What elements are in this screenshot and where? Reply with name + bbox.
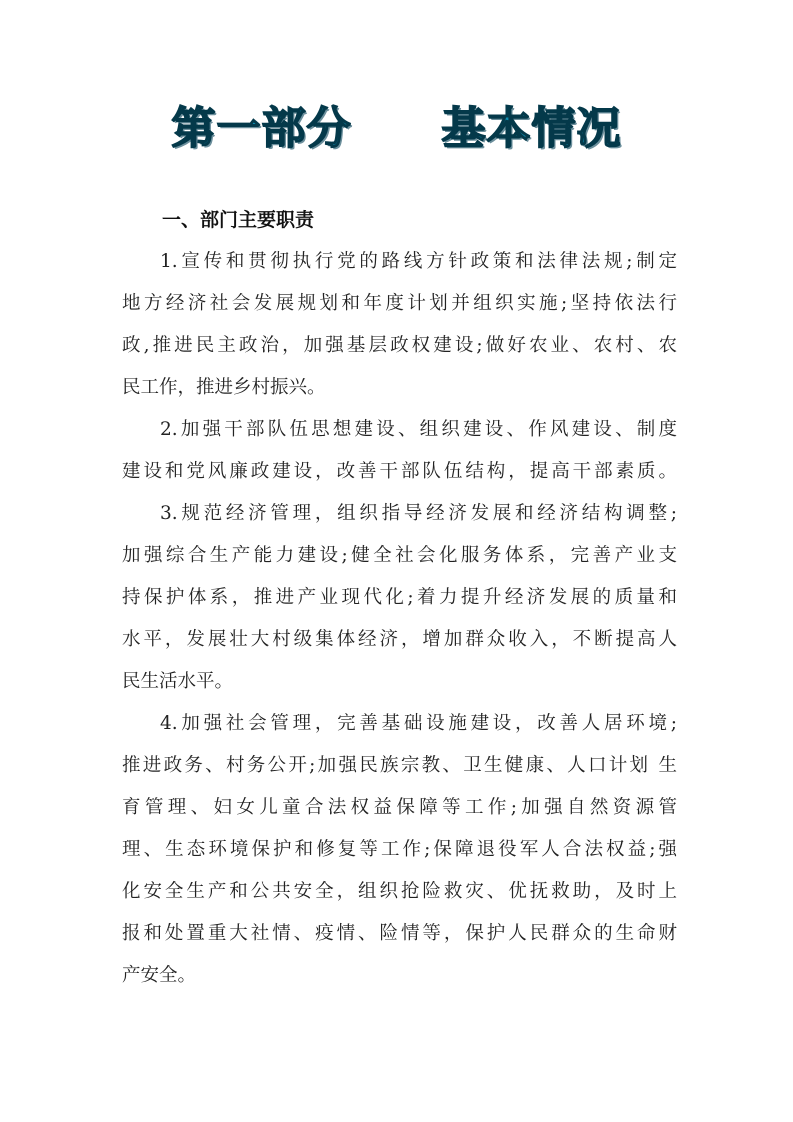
paragraph-line: 报和处置重大社情、疫情、险情等，保护人民群众的生命财 [122, 923, 677, 944]
paragraph-line: 民生活水平。 [122, 671, 234, 692]
paragraph-line: 3.规范经济管理，组织指导经济发展和经济结构调整; [160, 503, 677, 524]
paragraph-line: 理、生态环境保护和修复等工作;保障退役军人合法权益;强 [122, 839, 677, 860]
paragraph-line: 水平，发展壮大村级集体经济，增加群众收入，不断提高人 [122, 629, 677, 650]
paragraph-line: 推进政务、村务公开;加强民族宗教、卫生健康、人口计划 生 [122, 755, 677, 776]
paragraph-line: 民工作，推进乡村振兴。 [122, 377, 326, 398]
paragraph-line: 2.加强干部队伍思想建设、组织建设、作风建设、制度 [160, 419, 677, 440]
paragraph-1 [122, 241, 677, 409]
paragraph-line: 加强综合生产能力建设;健全社会化服务体系，完善产业支 [122, 545, 677, 566]
paragraph-line: 育管理、妇女儿童合法权益保障等工作;加强自然资源管 [122, 797, 677, 818]
section-heading: 一、部门主要职责 [162, 209, 315, 231]
paragraph-3 [122, 493, 677, 703]
paragraph-line: 化安全生产和公共安全，组织抢险救灾、优抚救助，及时上 [122, 881, 677, 902]
paragraph-4 [122, 703, 677, 997]
paragraph-line: 4.加强社会管理，完善基础设施建设，改善人居环境; [160, 713, 677, 734]
paragraph-line: 1.宣传和贯彻执行党的路线方针政策和法律法规;制定 [160, 251, 677, 272]
paragraph-line: 建设和党风廉政建设，改善干部队伍结构，提高干部素质。 [122, 461, 677, 482]
paragraph-line: 地方经济社会发展规划和年度计划并组织实施;坚持依法行 [122, 293, 677, 314]
page-title: 第一部分 基本情况 [171, 103, 622, 154]
paragraph-2 [122, 409, 677, 493]
paragraph-line: 持保护体系，推进产业现代化;着力提升经济发展的质量和 [122, 587, 677, 608]
paragraph-line: 产安全。 [122, 965, 197, 986]
paragraph-line: 政,推进民主政治，加强基层政权建设;做好农业、农村、农 [122, 335, 677, 356]
